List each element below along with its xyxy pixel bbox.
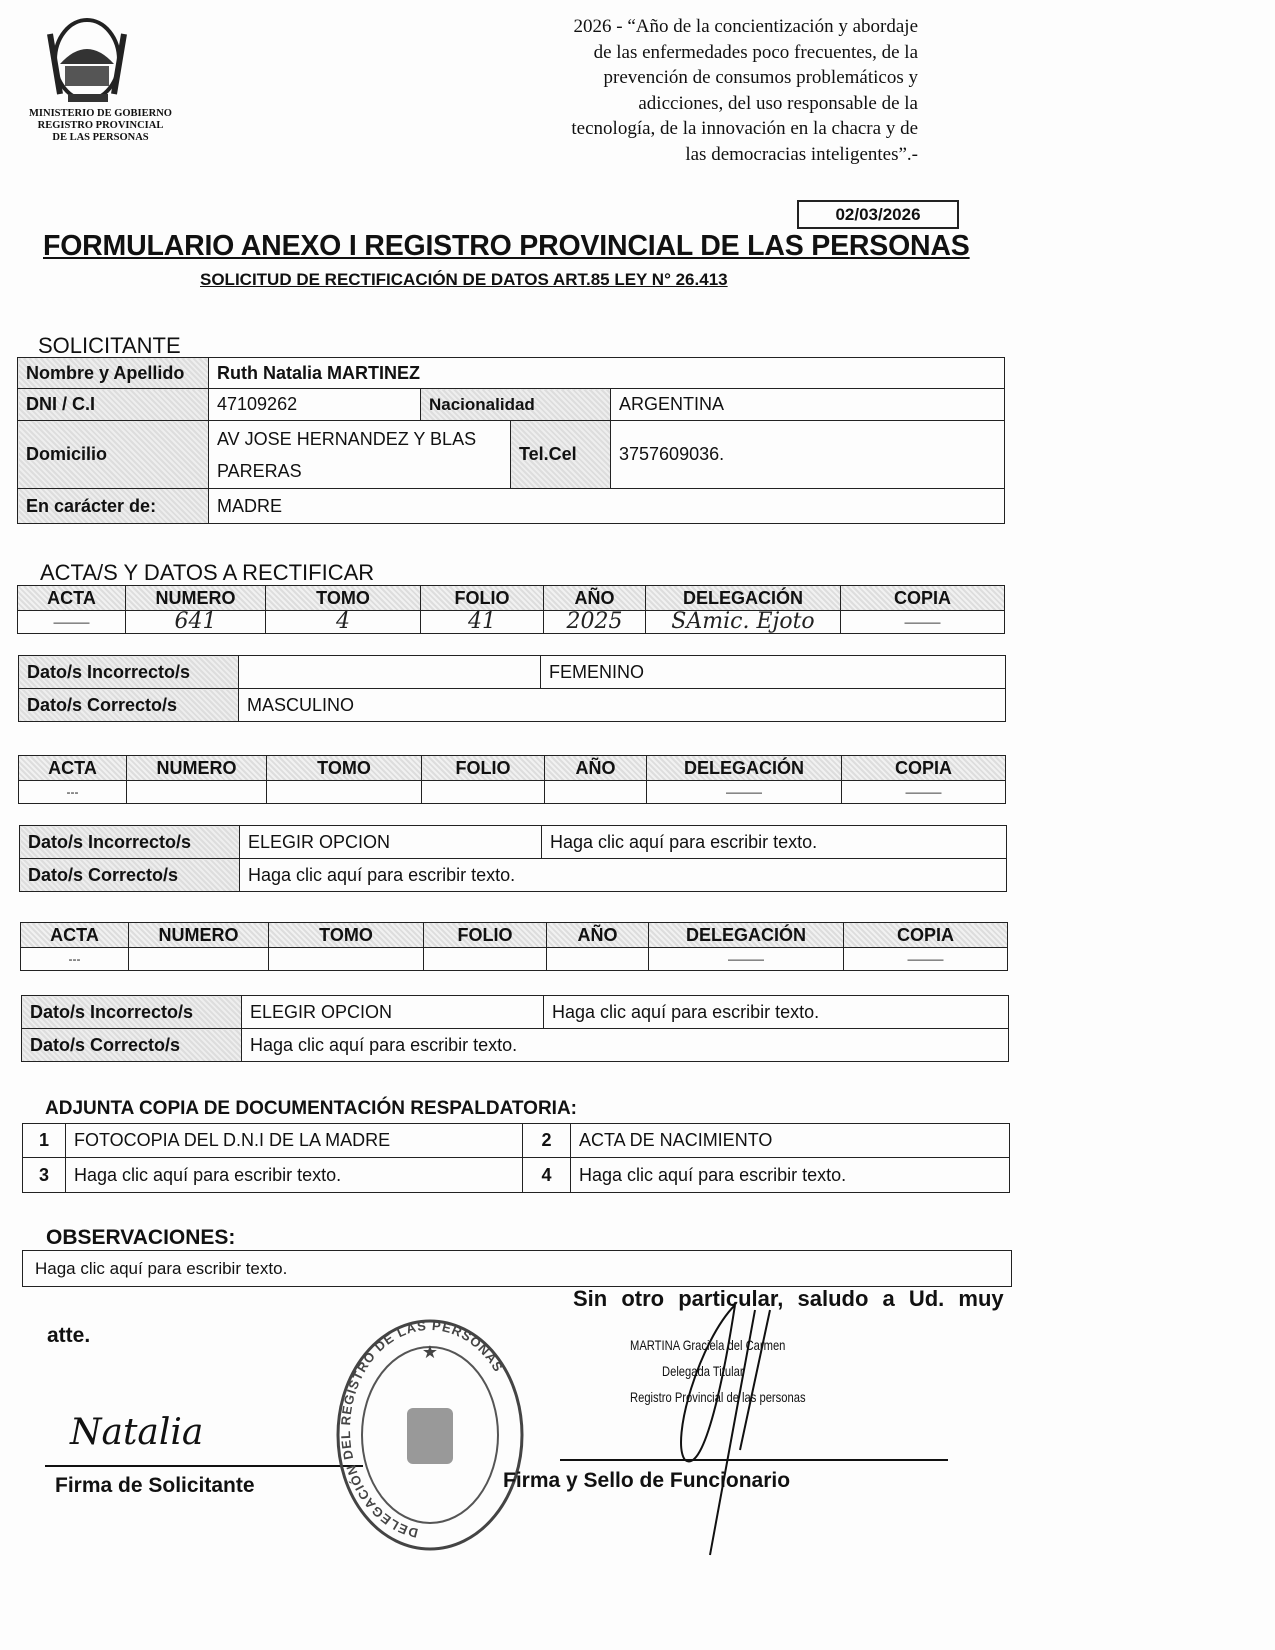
official-signature — [660, 1300, 780, 1560]
acta-copia-field[interactable]: ——— — [842, 781, 1006, 804]
nombre-label: Nombre y Apellido — [18, 358, 209, 389]
tel-field[interactable]: 3757609036. — [611, 421, 1005, 489]
acta-column-header: NUMERO — [126, 586, 266, 611]
dni-label: DNI / C.I — [18, 389, 209, 421]
motto-line: las democracias inteligentes”.- — [685, 143, 918, 165]
acta-numero-field[interactable] — [127, 781, 267, 804]
round-delegation-stamp — [335, 1318, 525, 1553]
acta-numero-field[interactable]: 641 — [126, 611, 266, 634]
adjunta-item[interactable]: Haga clic aquí para escribir texto. — [66, 1158, 523, 1193]
correct-text-field[interactable]: MASCULINO — [239, 689, 1006, 722]
acta-column-header: TOMO — [269, 923, 424, 948]
motto-line: de las enfermedades poco frecuentes, de la — [593, 41, 918, 63]
stamp-seal-icon — [407, 1408, 453, 1464]
adjunta-item[interactable]: ACTA DE NACIMIENTO — [571, 1124, 1010, 1158]
incorrect-text-field[interactable]: Haga clic aquí para escribir texto. — [544, 996, 1009, 1029]
acta-column-header: TOMO — [266, 586, 421, 611]
acta-tomo-field[interactable]: 4 — [266, 611, 421, 634]
motto-line: prevención de consumos problemáticos y — [603, 67, 918, 88]
motto-line: adicciones, del uso responsable de la — [638, 92, 918, 114]
observaciones-field[interactable]: Haga clic aquí para escribir texto. — [23, 1251, 1012, 1287]
acta-table — [17, 585, 1005, 634]
actas-heading: ACTA/S Y DATOS A RECTIFICAR — [40, 560, 375, 585]
acta-column-header: NUMERO — [129, 923, 269, 948]
incorrect-label: Dato/s Incorrecto/s — [20, 826, 240, 859]
ministry-name — [8, 108, 193, 144]
incorrect-text-field[interactable]: FEMENINO — [541, 656, 1006, 689]
domicilio-line: PARERAS — [217, 460, 302, 481]
nacionalidad-label: Nacionalidad — [421, 389, 611, 421]
acta-column-header: ACTA — [21, 923, 129, 948]
datos-table — [21, 995, 1009, 1062]
acta-table — [20, 922, 1008, 971]
solicitante-heading: SOLICITANTE — [38, 333, 181, 358]
adjunta-number: 1 — [23, 1124, 66, 1158]
acta-acta-field[interactable]: --- — [21, 948, 129, 971]
acta-column-header: DELEGACIÓN — [646, 586, 841, 611]
adjunta-number: 2 — [523, 1124, 571, 1158]
adjunta-item[interactable]: Haga clic aquí para escribir texto. — [571, 1158, 1010, 1193]
acta-column-header: ACTA — [19, 756, 127, 781]
acta-column-header: FOLIO — [424, 923, 547, 948]
acta-column-header: FOLIO — [422, 756, 545, 781]
incorrect-option-select[interactable] — [239, 656, 541, 689]
acta-column-header: AÑO — [545, 756, 647, 781]
acta-column-header: TOMO — [267, 756, 422, 781]
official-stamp-line: Registro Provincial de las personas — [630, 1389, 806, 1405]
closing-line: Sin otro particular, saludo a Ud. muy — [573, 1286, 1004, 1311]
acta-copia-field[interactable]: ——— — [841, 611, 1005, 634]
acta-column-header: AÑO — [547, 923, 649, 948]
official-signature-line — [560, 1459, 948, 1461]
acta-copia-field[interactable]: ——— — [844, 948, 1008, 971]
adjunta-table — [22, 1123, 1010, 1193]
official-stamp-line: Delegada Titular — [662, 1363, 744, 1379]
acta-column-header: ACTA — [18, 586, 126, 611]
closing-atte: atte. — [47, 1324, 91, 1347]
adjunta-item[interactable]: FOTOCOPIA DEL D.N.I DE LA MADRE — [66, 1124, 523, 1158]
acta-anio-field[interactable] — [547, 948, 649, 971]
domicilio-label: Domicilio — [18, 421, 209, 489]
caracter-field[interactable]: MADRE — [209, 489, 1005, 524]
observaciones-table — [22, 1250, 1012, 1287]
acta-folio-field[interactable] — [422, 781, 545, 804]
acta-column-header: NUMERO — [127, 756, 267, 781]
incorrect-label: Dato/s Incorrecto/s — [22, 996, 242, 1029]
correct-label: Dato/s Correcto/s — [19, 689, 239, 722]
official-signature-label: Firma y Sello de Funcionario — [503, 1469, 791, 1492]
correct-label: Dato/s Correcto/s — [22, 1029, 242, 1062]
motto-line: tecnología, de la innovación en la chacra y de — [571, 118, 918, 139]
solicitante-table — [17, 357, 1005, 524]
acta-column-header: COPIA — [844, 923, 1008, 948]
acta-delegacion-field[interactable]: ——— — [649, 948, 844, 971]
acta-tomo-field[interactable] — [267, 781, 422, 804]
acta-acta-field[interactable]: ——— — [18, 611, 126, 634]
incorrect-option-select[interactable]: ELEGIR OPCION — [242, 996, 544, 1029]
form-title: FORMULARIO ANEXO I REGISTRO PROVINCIAL DE LAS PERSONAS — [43, 230, 970, 262]
acta-folio-field[interactable] — [424, 948, 547, 971]
acta-numero-field[interactable] — [129, 948, 269, 971]
acta-column-header: DELEGACIÓN — [649, 923, 844, 948]
correct-text-field[interactable]: Haga clic aquí para escribir texto. — [240, 859, 1007, 892]
acta-delegacion-field[interactable]: SAmic. Ejoto — [646, 611, 841, 634]
province-coat-of-arms-logo — [40, 14, 135, 106]
acta-anio-field[interactable] — [545, 781, 647, 804]
year-motto — [358, 14, 918, 167]
adjunta-number: 3 — [23, 1158, 66, 1193]
incorrect-option-select[interactable]: ELEGIR OPCION — [240, 826, 542, 859]
acta-column-header: DELEGACIÓN — [647, 756, 842, 781]
dni-field[interactable]: 47109262 — [209, 389, 421, 421]
acta-table — [18, 755, 1006, 804]
acta-column-header: COPIA — [841, 586, 1005, 611]
form-subtitle: SOLICITUD DE RECTIFICACIÓN DE DATOS ART.85 LEY N° 26.413 — [200, 270, 728, 289]
acta-tomo-field[interactable] — [269, 948, 424, 971]
acta-folio-field[interactable]: 41 — [421, 611, 544, 634]
acta-anio-field[interactable]: 2025 — [544, 611, 646, 634]
acta-acta-field[interactable]: --- — [19, 781, 127, 804]
domicilio-line: AV JOSE HERNANDEZ Y BLAS — [217, 428, 477, 449]
acta-column-header: FOLIO — [421, 586, 544, 611]
ministry-line: MINISTERIO DE GOBIERNO — [29, 108, 172, 119]
applicant-signature-line — [45, 1465, 363, 1467]
observaciones-heading: OBSERVACIONES: — [46, 1226, 236, 1249]
datos-table — [19, 825, 1007, 892]
stamp-star-icon: ★ — [421, 1342, 439, 1362]
ministry-line: DE LAS PERSONAS — [52, 132, 149, 143]
motto-line: 2026 - “Año de la concientización y abordaje — [573, 16, 918, 37]
acta-column-header: AÑO — [544, 586, 646, 611]
correct-text-field[interactable]: Haga clic aquí para escribir texto. — [242, 1029, 1009, 1062]
adjunta-number: 4 — [523, 1158, 571, 1193]
applicant-signature: Natalia — [70, 1412, 204, 1453]
adjunta-heading: ADJUNTA COPIA DE DOCUMENTACIÓN RESPALDATORIA: — [45, 1098, 577, 1119]
incorrect-label: Dato/s Incorrecto/s — [19, 656, 239, 689]
nacionalidad-field[interactable]: ARGENTINA — [611, 389, 1005, 421]
domicilio-field[interactable] — [209, 421, 511, 489]
acta-delegacion-field[interactable]: ——— — [647, 781, 842, 804]
incorrect-text-field[interactable]: Haga clic aquí para escribir texto. — [542, 826, 1007, 859]
tel-label: Tel.Cel — [511, 421, 611, 489]
date-field: 02/03/2026 — [797, 200, 959, 229]
nombre-field[interactable]: Ruth Natalia MARTINEZ — [209, 358, 1005, 389]
datos-table — [18, 655, 1006, 722]
round-stamp-text-path: DELEGACIÓN DEL REGISTRO DE LAS PERSONAS — [337, 1318, 507, 1541]
correct-label: Dato/s Correcto/s — [20, 859, 240, 892]
acta-column-header: COPIA — [842, 756, 1006, 781]
caracter-label: En carácter de: — [18, 489, 209, 524]
official-stamp-line: MARTINA Graciela del Carmen — [630, 1337, 786, 1353]
ministry-line: REGISTRO PROVINCIAL — [37, 120, 164, 131]
applicant-signature-label: Firma de Solicitante — [55, 1474, 255, 1497]
